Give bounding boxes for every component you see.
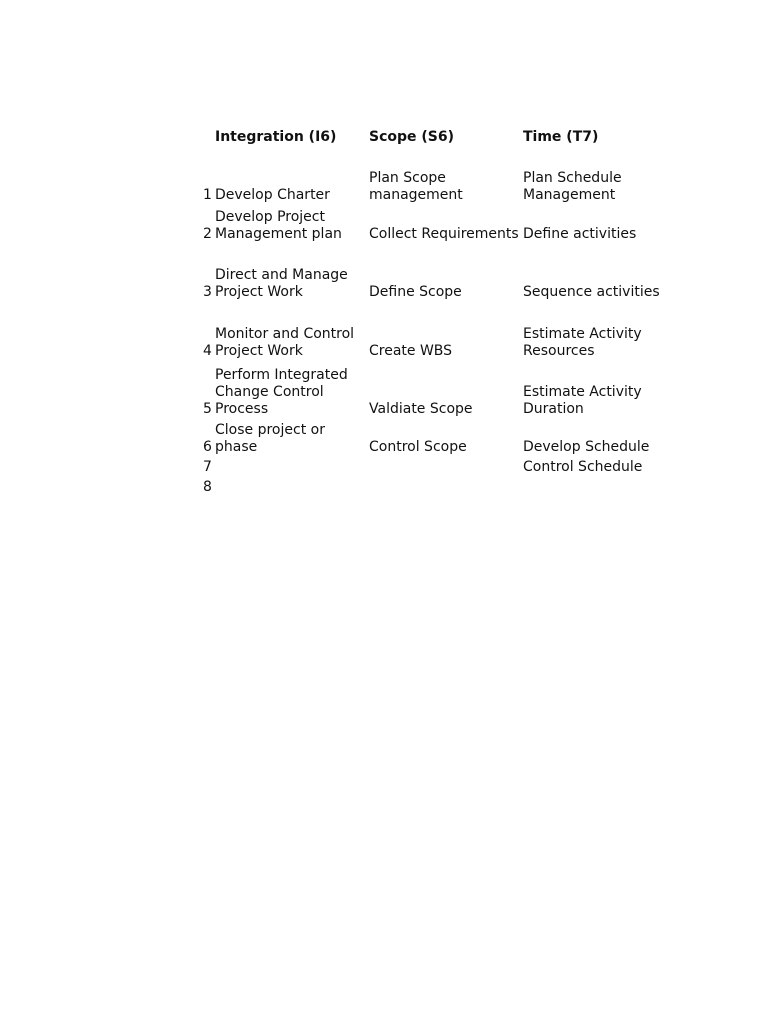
row-number: 2 [203,226,212,242]
time-cell: Sequence activities [523,284,660,300]
scope-cell: Create WBS [369,343,453,359]
integration-cell: Close project or phase [215,422,325,455]
time-cell: Plan Schedule Management [523,170,622,203]
time-cell: Develop Schedule [523,439,650,455]
time-cell: Control Schedule [523,459,643,475]
row-number: 7 [203,459,212,475]
row-number: 8 [203,479,212,495]
header-scope: Scope (S6) [369,129,455,145]
scope-cell: Define Scope [369,284,462,300]
header-integration: Integration (I6) [215,129,337,145]
integration-cell: Monitor and Control Project Work [215,326,355,359]
time-cell: Define activities [523,226,637,242]
scope-cell: Collect Requirements [369,226,519,242]
scope-cell: Control Scope [369,439,467,455]
row-number: 1 [203,187,212,203]
row-number: 6 [203,439,212,455]
row-number: 4 [203,343,212,359]
scope-cell: Plan Scope management [369,170,463,203]
header-time: Time (T7) [523,129,599,145]
integration-cell: Perform Integrated Change Control Process [215,367,348,417]
time-cell: Estimate Activity Resources [523,326,642,359]
scope-cell: Valdiate Scope [369,401,473,417]
row-number: 5 [203,401,212,417]
integration-cell: Develop Project Management plan [215,209,342,242]
integration-cell: Develop Charter [215,187,330,203]
row-number: 3 [203,284,212,300]
time-cell: Estimate Activity Duration [523,384,642,417]
integration-cell: Direct and Manage Project Work [215,267,348,300]
